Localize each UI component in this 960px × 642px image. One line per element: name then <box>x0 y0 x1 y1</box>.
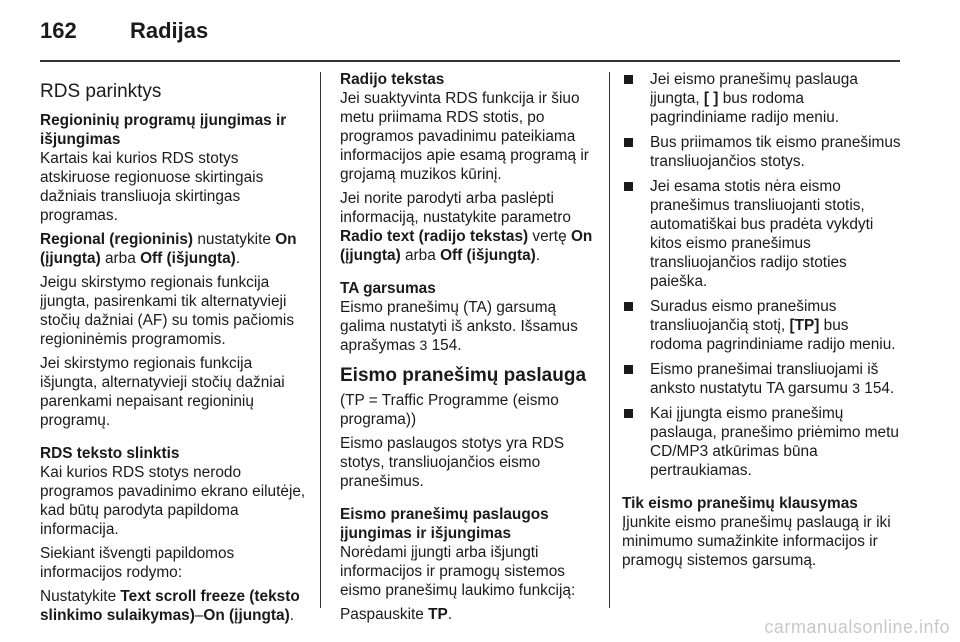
header-rule <box>40 60 900 62</box>
paragraph: (TP = Traffic Programme (eismo programa)) <box>340 392 559 428</box>
column-divider-1 <box>320 72 321 608</box>
paragraph: Kartais kai kurios RDS stotys atskiruose regionuose skirtingais dažniais transliuoja skirtingas programas. <box>40 150 264 224</box>
heading-ta-volume: TA garsumas <box>340 280 436 297</box>
watermark: carmanualsonline.info <box>764 617 950 637</box>
page-number: 162 <box>40 18 77 43</box>
list-item: Eismo pranešimai transliuojami iš anksto nustatytu TA garsumu 3 154. <box>622 360 902 398</box>
column-2 <box>340 70 602 629</box>
heading-traffic-only: Tik eismo pranešimų klausymas <box>622 495 858 512</box>
heading-radio-text: Radijo tekstas <box>340 71 445 88</box>
heading-tp-toggle: Eismo pranešimų paslaugos įjungimas ir išjungimas <box>340 506 549 542</box>
column-1 <box>40 70 308 630</box>
section-title-rds: RDS parinktys <box>40 81 162 102</box>
paragraph: Siekiant išvengti papildomos informacijos rodymo: <box>40 545 235 581</box>
column-3 <box>622 70 902 575</box>
paragraph: Eismo paslaugos stotys yra RDS stotys, transliuojančios eismo pranešimus. <box>340 435 565 490</box>
list-item: Bus priimamos tik eismo pranešimus transliuojančios stotys. <box>622 133 902 171</box>
paragraph: Jei norite parodyti arba paslėpti informaciją, nustatykite parametro Radio text (radijo tekstas) vertę On (įjungta) arba Off (išjungta). <box>340 190 593 264</box>
paragraph: Jei skirstymo regionais funkcija išjungta, alternatyvieji stočių dažniai parenkami nepaisant regioninių programų. <box>40 355 285 429</box>
bullet-square-icon <box>624 302 633 311</box>
paragraph: Norėdami įjungti arba išjungti informacijos ir pramogų sistemos eismo pranešimų laukimo funkciją: <box>340 544 576 599</box>
bullet-square-icon <box>624 182 633 191</box>
page-header <box>40 18 208 48</box>
chapter-title: Radijas <box>130 18 209 43</box>
heading-rds-scroll: RDS teksto slinktis <box>40 445 180 462</box>
paragraph: Jei suaktyvinta RDS funkcija ir šiuo metu priimama RDS stotis, po programos pavadinimu pateikiama informacijos apie esamą programą ir grojamą muzikos kūrinį. <box>340 90 589 183</box>
paragraph: Regional (regioninis) nustatykite On (įjungta) arba Off (išjungta). <box>40 231 297 267</box>
heading-regional: Regioninių programų įjungimas ir išjungimas <box>40 112 287 148</box>
list-item: Jei eismo pranešimų paslauga įjungta, [ ] bus rodoma pagrindiniame radijo meniu. <box>622 70 902 127</box>
paragraph: Jeigu skirstymo regionais funkcija įjungta, pasirenkami tik alternatyvieji stočių dažniai (AF) su tomis pačiomis regioninėmis programomis. <box>40 274 295 348</box>
paragraph: Eismo pranešimų (TA) garsumą galima nustatyti iš anksto. Išsamus aprašymas 3 154. <box>340 299 578 354</box>
bullet-square-icon <box>624 409 633 418</box>
list-item: Suradus eismo pranešimus transliuojančią stotį, [TP] bus rodoma pagrindiniame radijo meniu. <box>622 297 902 354</box>
column-divider-2 <box>609 72 610 608</box>
bullet-list <box>622 70 902 480</box>
bullet-square-icon <box>624 75 633 84</box>
list-item: Jei esama stotis nėra eismo pranešimus transliuojanti stotis, automatiškai bus pradėta vykdyti kitos eismo pranešimus transliuojančios radijo stoties paieška. <box>622 177 902 291</box>
bullet-square-icon <box>624 138 633 147</box>
reference-arrow-icon: 3 <box>419 337 428 353</box>
paragraph: Kai kurios RDS stotys nerodo programos pavadinimo ekrano eilutėje, kad būtų parodyta papildoma informacija. <box>40 464 306 538</box>
section-title-traffic: Eismo pranešimų paslauga <box>340 365 587 386</box>
reference-arrow-icon: 3 <box>852 380 860 396</box>
paragraph: Paspauskite TP. <box>340 606 453 623</box>
paragraph: Įjunkite eismo pranešimų paslaugą ir iki minimumo sumažinkite informacijos ir pramogų sistemos garsumą. <box>622 514 891 569</box>
list-item: Kai įjungta eismo pranešimų paslauga, pranešimo priėmimo metu CD/MP3 atkūrimas būna pertraukiamas. <box>622 404 902 480</box>
bullet-square-icon <box>624 365 633 374</box>
paragraph: Nustatykite Text scroll freeze (teksto slinkimo sulaikymas)–On (įjungta). <box>40 588 300 624</box>
